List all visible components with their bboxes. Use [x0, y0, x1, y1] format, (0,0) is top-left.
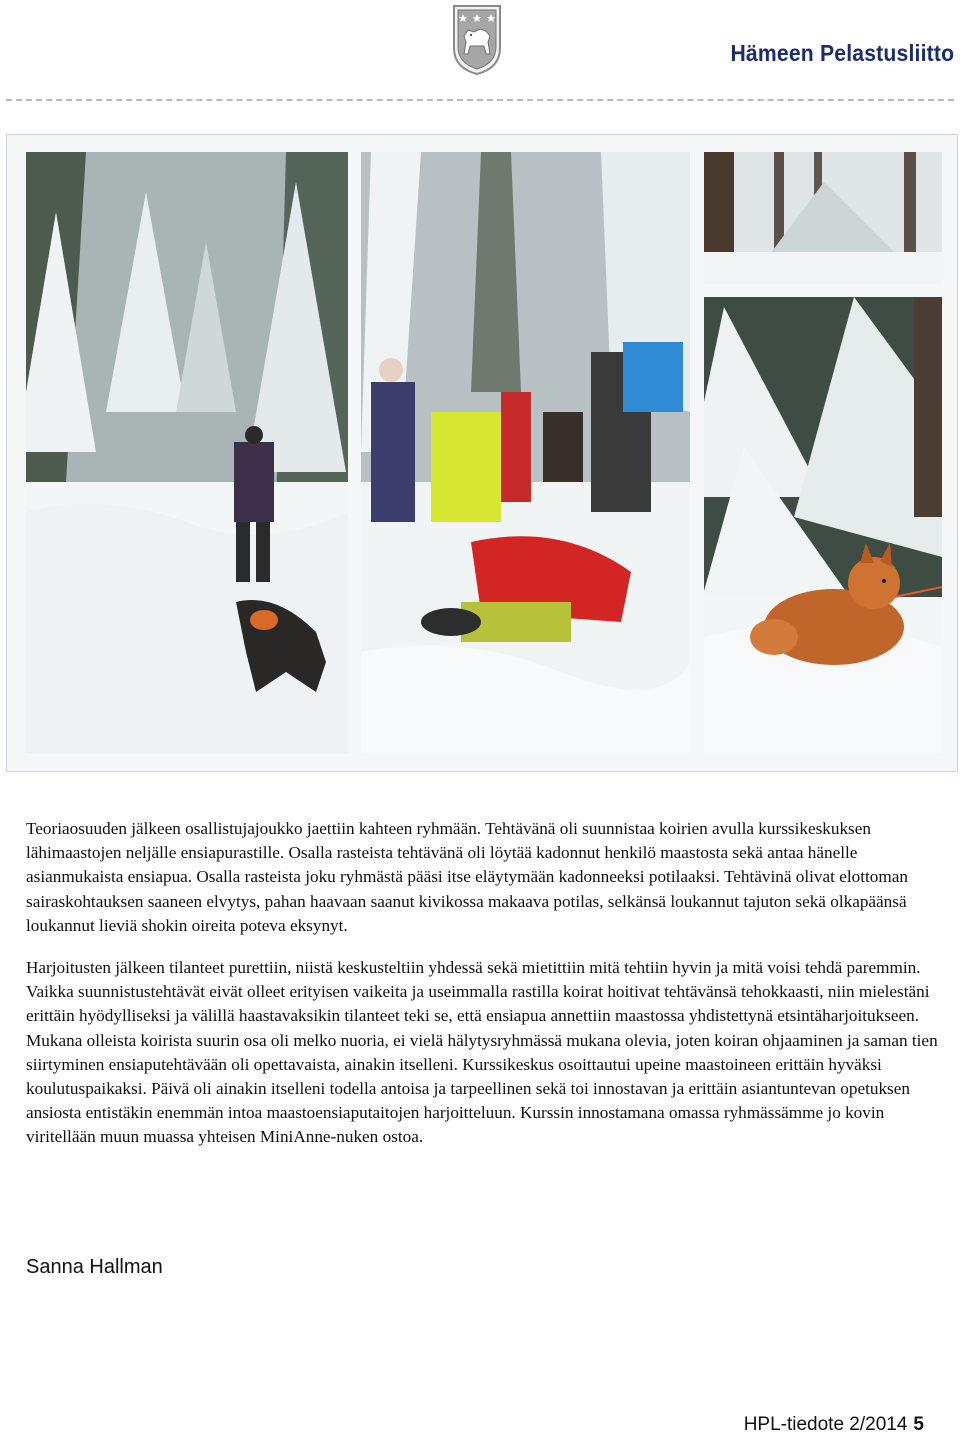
publication-name: HPL-tiedote 2/2014 [743, 1414, 908, 1435]
article-body [26, 817, 942, 1168]
photo-collage [6, 134, 958, 772]
article-paragraph: Harjoitusten jälkeen tilanteet purettiin, niistä keskusteltiin yhdessä sekä mietittiin mitä tehtiin hyvin ja mitä voisi tehdä paremmin. Vaikka suunnistustehtävät eivät olleet erityisen vaikeita ja useimmalla rastilla koirat hoitivat tehtävänsä tehokkaasti, niin mielestäni erittäin hyödylliseksi ja välillä haastavaksikin tilanteet teki se, että ensiapua annettiin maastossa yhdistettynä etsintäharjoitukseen. Mukana olleista koirista suurin osa oli melko nuoria, ei vielä hälytysryhmässä mukana olevia, joten koiran ohjaaminen ja saman tien siirtyminen ensiaputehtävään oli opettavaista, ainakin itselleni. Kurssikeskus osoittautui upeine maastoineen erittäin hyväksi koulutuspaikaksi. Päivä oli ainakin itselleni todella antoisa ja tarpeellinen sekä toi innostavan ja erittäin asiantuntevan opetuksen ansiosta entistäkin enemmän intoa maastoensiaputaitojen harjoitteluun. Kurssin innostamana omassa ryhmässämme jo kovin viritellään muun muassa yhteisen MiniAnne-nuken ostoa. [26, 958, 938, 1147]
author-signature: Sanna Hallman [26, 1256, 163, 1278]
header-divider [6, 99, 954, 101]
photo-dog-handler [26, 152, 348, 753]
photo-rescue-group [361, 152, 690, 753]
article-paragraph: Teoriaosuuden jälkeen osallistujajoukko jaettiin kahteen ryhmään. Tehtävänä oli suunnistaa koirien avulla kurssikeskuksen lähimaastojen neljälle ensiapurastille. Osalla rasteista tehtävänä oli löytää kadonnut henkilö maastosta sekä antaa hänelle asianmukaista ensiapua. Osalla rasteista joku ryhmästä pääsi itse eläytymään kadonneeksi potilaaksi. Tehtävinä olivat elottoman sairaskohtauksen saaneen elvytys, pahan haavaan saanut kivikossa makaava potilas, selkänsä loukannut tajuton sekä olkapäänsä loukannut lieviä shokin oireita poteva eksynyt. [26, 819, 908, 935]
coat-of-arms-logo [450, 2, 504, 76]
page-footer [744, 1414, 924, 1436]
organization-name: Hämeen Pelastusliitto [730, 40, 954, 66]
photo-forest [704, 152, 942, 284]
page-number: 5 [913, 1414, 924, 1435]
photo-pomeranian [704, 297, 942, 753]
